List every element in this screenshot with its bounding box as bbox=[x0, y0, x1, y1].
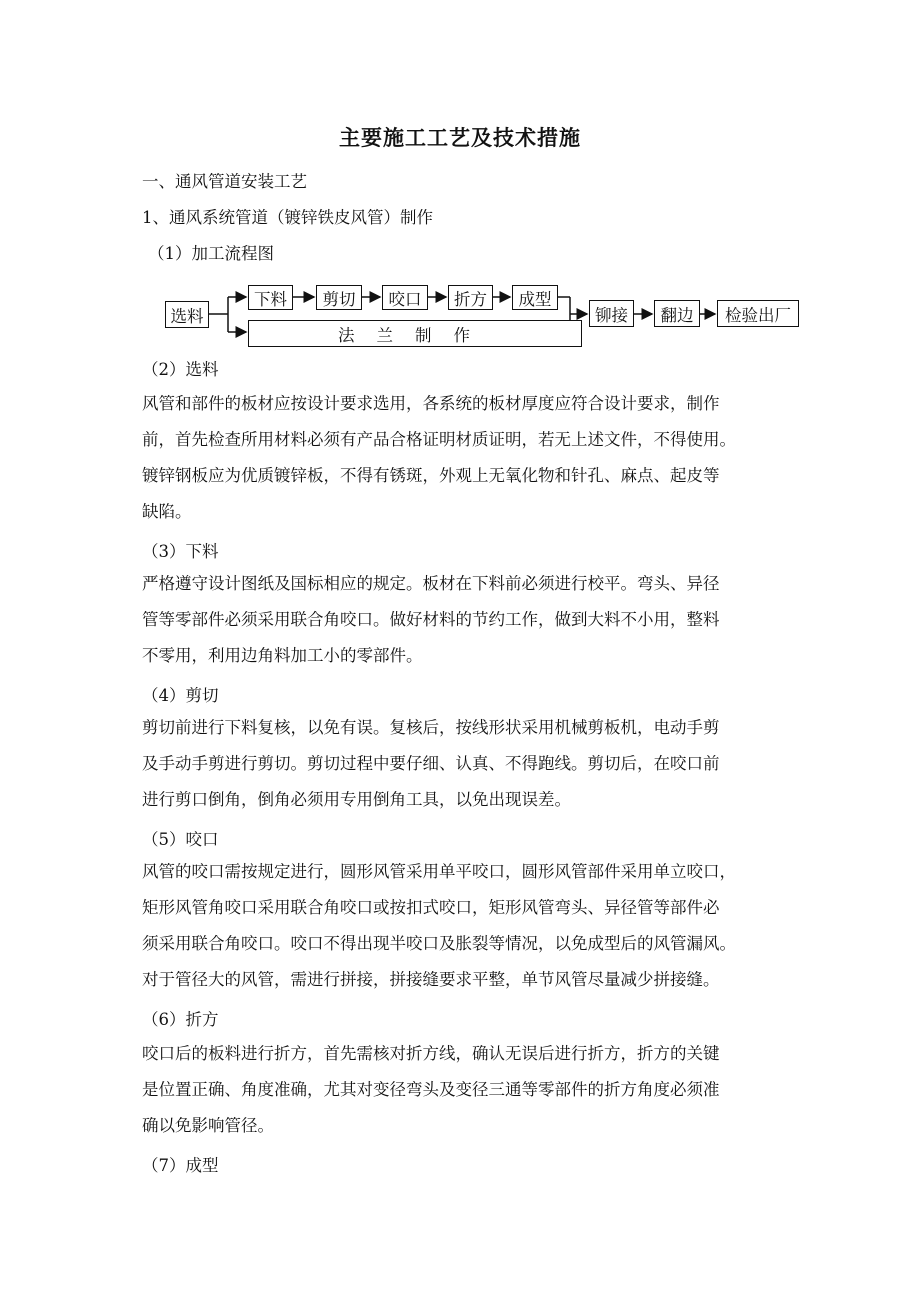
paragraph-folding bbox=[142, 1036, 782, 1144]
flow-box-upper: 剪切 bbox=[316, 285, 362, 310]
text-line: 风管和部件的板材应按设计要求选用，各系统的板材厚度应符合设计要求，制作 bbox=[142, 394, 720, 413]
text-line: 咬口后的板料进行折方，首先需核对折方线，确认无误后进行折方，折方的关键 bbox=[142, 1044, 720, 1063]
paragraph-select-material bbox=[142, 386, 782, 530]
flow-box-upper: 折方 bbox=[448, 285, 493, 310]
flow-box-after: 检验出厂 bbox=[717, 300, 799, 327]
section-heading: 一、通风管道安装工艺 bbox=[142, 172, 307, 191]
text-line: 严格遵守设计图纸及国标相应的规定。板材在下料前必须进行校平。弯头、异径 bbox=[142, 574, 720, 593]
paragraph-blanking bbox=[142, 566, 782, 674]
section-heading: （5）咬口 bbox=[142, 830, 219, 849]
subsection-heading: 1、通风系统管道（镀锌铁皮风管）制作 bbox=[142, 208, 433, 227]
text-line: 确以免影响管径。 bbox=[142, 1116, 274, 1135]
section-heading: （6）折方 bbox=[142, 1010, 219, 1029]
section-heading: （7）成型 bbox=[142, 1156, 219, 1175]
flow-box-upper: 成型 bbox=[512, 285, 558, 310]
text-line: 前，首先检查所用材料必须有产品合格证明材质证明，若无上述文件，不得使用。 bbox=[142, 430, 736, 449]
section-heading: （4）剪切 bbox=[142, 686, 219, 705]
text-line: 及手动手剪进行剪切。剪切过程中要仔细、认真、不得跑线。剪切后，在咬口前 bbox=[142, 754, 720, 773]
page-title: 主要施工工艺及技术措施 bbox=[339, 125, 581, 150]
text-line: 进行剪口倒角，倒角必须用专用倒角工具，以免出现误差。 bbox=[142, 790, 571, 809]
paragraph-seaming bbox=[142, 854, 782, 998]
text-line: 不零用，利用边角料加工小的零部件。 bbox=[142, 646, 423, 665]
text-line: 矩形风管角咬口采用联合角咬口或按扣式咬口，矩形风管弯头、异径管等部件必 bbox=[142, 898, 720, 917]
text-line: 须采用联合角咬口。咬口不得出现半咬口及胀裂等情况，以免成型后的风管漏风。 bbox=[142, 934, 736, 953]
paragraph-cutting bbox=[142, 710, 782, 818]
section-heading: （2）选料 bbox=[142, 360, 219, 379]
flow-box-flange: 法兰制作 bbox=[248, 320, 582, 347]
flow-heading: （1）加工流程图 bbox=[148, 244, 274, 263]
text-line: 是位置正确、角度准确，尤其对变径弯头及变径三通等零部件的折方角度必须准 bbox=[142, 1080, 720, 1099]
text-line: 风管的咬口需按规定进行，圆形风管采用单平咬口，圆形风管部件采用单立咬口， bbox=[142, 862, 736, 881]
text-line: 管等零部件必须采用联合角咬口。做好材料的节约工作，做到大料不小用，整料 bbox=[142, 610, 720, 629]
flow-box-upper: 咬口 bbox=[382, 285, 428, 310]
text-line: 缺陷。 bbox=[142, 502, 192, 521]
flow-box-after: 铆接 bbox=[589, 300, 634, 327]
flow-box-after: 翻边 bbox=[654, 300, 700, 327]
section-heading: （3）下料 bbox=[142, 542, 219, 561]
text-line: 对于管径大的风管，需进行拼接，拼接缝要求平整，单节风管尽量减少拼接缝。 bbox=[142, 970, 720, 989]
process-flow-diagram bbox=[160, 282, 810, 352]
text-line: 镀锌钢板应为优质镀锌板，不得有锈斑，外观上无氧化物和针孔、麻点、起皮等 bbox=[142, 466, 720, 485]
text-line: 剪切前进行下料复核，以免有误。复核后，按线形状采用机械剪板机，电动手剪 bbox=[142, 718, 720, 737]
flow-box-upper: 下料 bbox=[248, 285, 293, 310]
flow-box-start: 选料 bbox=[165, 301, 209, 328]
